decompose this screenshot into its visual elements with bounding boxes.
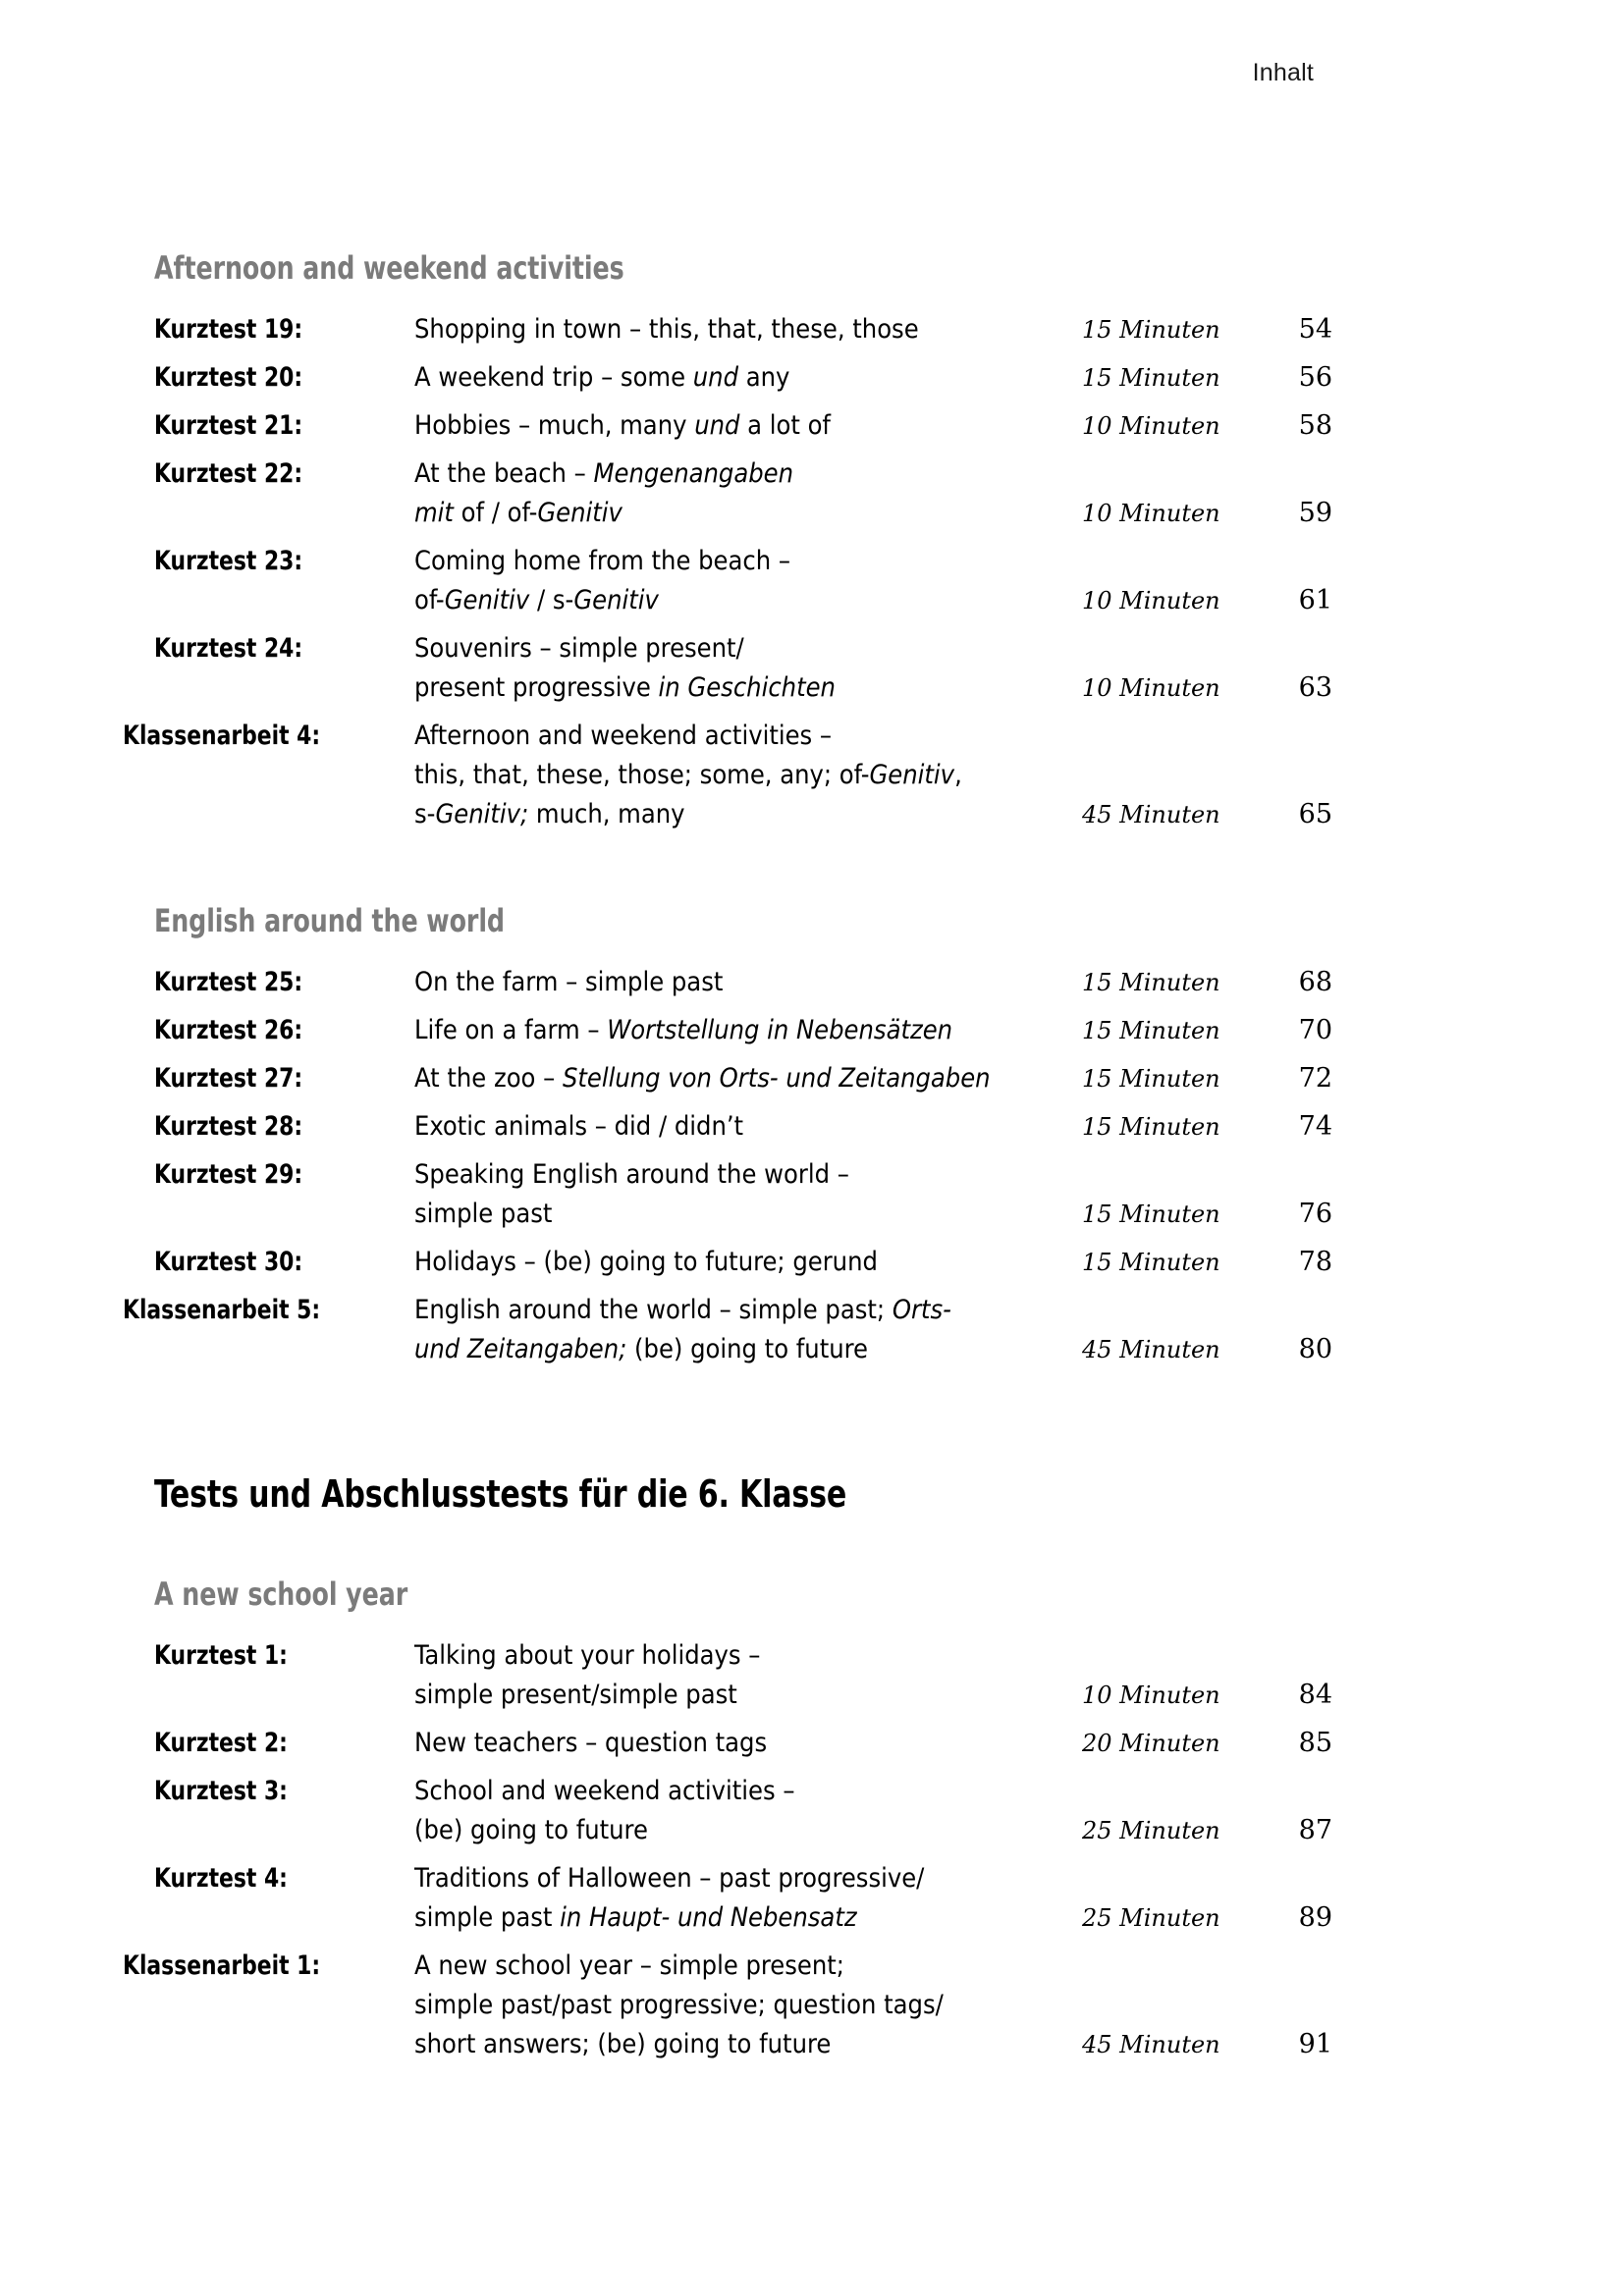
plain-text: A new school year – simple present; xyxy=(414,1950,844,1982)
toc-entry-duration: 15 Minuten xyxy=(1082,1112,1220,1141)
plain-text: much, many xyxy=(528,798,685,829)
toc-entry-description-line xyxy=(414,1947,1072,1986)
toc-entry-duration: 45 Minuten xyxy=(1082,1335,1220,1363)
toc-entry-page-number[interactable]: 84 xyxy=(1298,1680,1332,1711)
toc-entry[interactable] xyxy=(154,1059,1332,1098)
vertical-spacer xyxy=(154,1613,1332,1636)
toc-entry-duration: 15 Minuten xyxy=(1082,1200,1220,1228)
toc-entry-label: Kurztest 19: xyxy=(154,313,303,345)
toc-entry-duration: 45 Minuten xyxy=(1082,2031,1220,2059)
toc-entry-page-number[interactable]: 76 xyxy=(1298,1198,1332,1229)
toc-entry-meta xyxy=(1082,668,1332,708)
toc-entry-description-line xyxy=(414,406,1072,446)
toc-entry[interactable] xyxy=(154,1011,1332,1050)
toc-entry-page-number[interactable]: 72 xyxy=(1298,1062,1332,1094)
plain-text: of- xyxy=(414,584,445,615)
emphasis-text: und xyxy=(692,361,738,393)
toc-entry-description xyxy=(414,1636,1082,1715)
toc-entry-description xyxy=(414,963,1082,1002)
plain-text: , xyxy=(954,759,962,790)
toc-entry-label: Kurztest 26: xyxy=(154,1014,303,1045)
toc-entry[interactable] xyxy=(123,1291,1332,1369)
toc-entry-label: Kurztest 4: xyxy=(154,1863,288,1895)
plain-text: simple present/simple past xyxy=(414,1680,737,1711)
toc-entry[interactable] xyxy=(154,454,1332,533)
toc-entry-description-line xyxy=(414,795,1072,834)
toc-entry-page-number[interactable]: 70 xyxy=(1298,1014,1332,1045)
toc-entry-description xyxy=(414,1107,1082,1147)
toc-entry-duration: 15 Minuten xyxy=(1082,315,1220,344)
toc-entry-page-number[interactable]: 87 xyxy=(1298,1815,1332,1846)
toc-entry-description xyxy=(414,1011,1082,1050)
toc-entry-label: Kurztest 3: xyxy=(154,1776,288,1807)
vertical-spacer xyxy=(154,1516,1332,1576)
toc-entry-description xyxy=(414,1291,1082,1369)
toc-entry-meta xyxy=(1082,2025,1332,2064)
plain-text: this, that, these, those; some, any; of- xyxy=(414,759,870,790)
toc-entry-label: Kurztest 20: xyxy=(154,361,303,393)
plain-text: At the zoo – xyxy=(414,1062,563,1094)
toc-entry[interactable] xyxy=(154,310,1332,349)
toc-entry[interactable] xyxy=(154,629,1332,708)
toc-entry[interactable] xyxy=(154,1772,1332,1850)
vertical-spacer xyxy=(154,834,1332,903)
emphasis-text: und Zeitangaben; xyxy=(414,1333,627,1364)
toc-entry-description xyxy=(414,1243,1082,1282)
toc-entry-label: Kurztest 24: xyxy=(154,632,303,664)
toc-entry-page-number[interactable]: 63 xyxy=(1298,671,1332,703)
toc-entry-label: Kurztest 28: xyxy=(154,1110,303,1142)
toc-entry[interactable] xyxy=(154,963,1332,1002)
toc-entry-duration: 15 Minuten xyxy=(1082,1248,1220,1276)
toc-entry-description-line xyxy=(414,1059,1072,1098)
toc-entry-meta xyxy=(1082,1898,1332,1938)
toc-entry-description-line xyxy=(414,629,1072,668)
running-head: Inhalt xyxy=(1252,59,1314,86)
emphasis-text: und xyxy=(694,409,740,441)
plain-text: Coming home from the beach – xyxy=(414,545,790,576)
toc-entry-page-number[interactable]: 56 xyxy=(1298,361,1332,393)
toc-entry-meta xyxy=(1082,581,1332,620)
toc-entry-description xyxy=(414,310,1082,349)
toc-entry[interactable] xyxy=(154,406,1332,446)
toc-entry-meta xyxy=(1082,1330,1332,1369)
plain-text: School and weekend activities – xyxy=(414,1776,795,1807)
plain-text: Afternoon and weekend activities – xyxy=(414,720,833,751)
toc-entry-description-line xyxy=(414,1195,1072,1234)
toc-entry[interactable] xyxy=(123,717,1332,834)
emphasis-text: Genitiv; xyxy=(435,798,529,829)
toc-entry-page-number[interactable]: 61 xyxy=(1298,584,1332,615)
emphasis-text: in Geschichten xyxy=(658,671,836,703)
toc-entry-page-number[interactable]: 54 xyxy=(1298,313,1332,345)
toc-entry-label: Kurztest 25: xyxy=(154,966,303,997)
toc-entry-description-line xyxy=(414,1636,1072,1676)
toc-entry-page-number[interactable]: 78 xyxy=(1298,1246,1332,1277)
toc-entry-page-number[interactable]: 91 xyxy=(1298,2029,1332,2060)
toc-entry[interactable] xyxy=(154,1107,1332,1147)
toc-entry-duration: 20 Minuten xyxy=(1082,1730,1220,1758)
vertical-spacer xyxy=(154,1369,1332,1473)
toc-entry-label: Klassenarbeit 5: xyxy=(123,1294,321,1325)
vertical-spacer xyxy=(154,287,1332,310)
toc-entry-duration: 10 Minuten xyxy=(1082,499,1220,527)
toc-entry-label: Kurztest 29: xyxy=(154,1158,303,1190)
toc-entry-description xyxy=(414,1947,1082,2064)
plain-text: a lot of xyxy=(739,409,831,441)
toc-entry-meta xyxy=(1082,310,1332,349)
toc-entry-label: Kurztest 30: xyxy=(154,1246,303,1277)
emphasis-text: Wortstellung in Nebensätzen xyxy=(607,1014,953,1045)
toc-entry-description-line xyxy=(414,668,1072,708)
toc-entry-meta xyxy=(1082,1811,1332,1850)
plain-text: Life on a farm – xyxy=(414,1014,608,1045)
toc-entry-page-number[interactable]: 68 xyxy=(1298,966,1332,997)
plain-text: present progressive xyxy=(414,671,659,703)
plain-text: Traditions of Halloween – past progressive/ xyxy=(414,1863,925,1895)
toc-entry-description-line xyxy=(414,1986,1072,2025)
toc-entry-label: Kurztest 21: xyxy=(154,409,303,441)
section-heading: Afternoon and weekend activities xyxy=(154,249,624,287)
toc-entry-description-line xyxy=(414,1724,1072,1763)
toc-entry-description-line xyxy=(414,1011,1072,1050)
toc-entry-description xyxy=(414,629,1082,708)
toc-entry-meta xyxy=(1082,1107,1332,1147)
plain-text: English around the world – simple past; xyxy=(414,1294,893,1325)
plain-text: simple past xyxy=(414,1198,553,1229)
toc-entry-duration: 15 Minuten xyxy=(1082,968,1220,996)
emphasis-text: Mengenangaben xyxy=(593,457,793,489)
plain-text: Hobbies – much, many xyxy=(414,409,695,441)
toc-entry-duration: 10 Minuten xyxy=(1082,586,1220,614)
toc-entry-duration: 15 Minuten xyxy=(1082,1016,1220,1044)
toc-entry-label: Kurztest 2: xyxy=(154,1728,288,1759)
toc-entry-description-line xyxy=(414,1676,1072,1715)
toc-entry-description xyxy=(414,542,1082,620)
plain-text: simple past xyxy=(414,1902,561,1934)
plain-text: Shopping in town – this, that, these, those xyxy=(414,313,919,345)
plain-text: At the beach – xyxy=(414,457,594,489)
toc-entry-meta xyxy=(1082,963,1332,1002)
plain-text: short answers; (be) going to future xyxy=(414,2029,832,2060)
toc-entry-page-number[interactable]: 74 xyxy=(1298,1110,1332,1142)
toc-entry-description xyxy=(414,1859,1082,1938)
toc-entry-page-number[interactable]: 85 xyxy=(1298,1728,1332,1759)
toc-entry-description-line xyxy=(414,1811,1072,1850)
toc-entry-description-line xyxy=(414,1107,1072,1147)
toc-entry-meta xyxy=(1082,1195,1332,1234)
toc-entry-page-number[interactable]: 80 xyxy=(1298,1333,1332,1364)
toc-entry-page-number[interactable]: 65 xyxy=(1298,798,1332,829)
toc-entry-page-number[interactable]: 89 xyxy=(1298,1902,1332,1934)
plain-text: any xyxy=(738,361,790,393)
toc-entry-description-line xyxy=(414,1898,1072,1938)
toc-entry-description-line xyxy=(414,454,1072,494)
toc-entry-duration: 15 Minuten xyxy=(1082,363,1220,392)
toc-entry-description xyxy=(414,358,1082,398)
toc-entry-description-line xyxy=(414,310,1072,349)
toc-entry-description-line xyxy=(414,494,1072,533)
toc-entry-meta xyxy=(1082,1059,1332,1098)
plain-text: Exotic animals – did / didn’t xyxy=(414,1110,744,1142)
emphasis-text: in Haupt- und Nebensatz xyxy=(560,1902,857,1934)
toc-entry-duration: 10 Minuten xyxy=(1082,1682,1220,1710)
toc-entry-duration: 25 Minuten xyxy=(1082,1904,1220,1933)
toc-entry-duration: 10 Minuten xyxy=(1082,673,1220,702)
vertical-spacer xyxy=(154,939,1332,963)
toc-entry-meta xyxy=(1082,1676,1332,1715)
plain-text: On the farm – simple past xyxy=(414,966,724,997)
toc-entry[interactable] xyxy=(123,1947,1332,2064)
emphasis-text: Orts- xyxy=(892,1294,951,1325)
emphasis-text: Genitiv xyxy=(537,497,623,528)
toc-entry-description-line xyxy=(414,756,1072,795)
toc-entry-page-number[interactable]: 58 xyxy=(1298,409,1332,441)
plain-text: / s- xyxy=(529,584,574,615)
plain-text: A weekend trip – some xyxy=(414,361,693,393)
plain-text: Souvenirs – simple present/ xyxy=(414,632,744,664)
plain-text: Speaking English around the world – xyxy=(414,1158,849,1190)
toc-entry-description-line xyxy=(414,2025,1072,2064)
plain-text: New teachers – question tags xyxy=(414,1728,768,1759)
plain-text: (be) going to future xyxy=(626,1333,868,1364)
toc-entry-meta xyxy=(1082,1724,1332,1763)
emphasis-text: Stellung von Orts- und Zeitangaben xyxy=(562,1062,991,1094)
main-heading: Tests und Abschlusstests für die 6. Klasse xyxy=(154,1471,847,1516)
toc-entry-description-line xyxy=(414,717,1072,756)
toc-entry-description-line xyxy=(414,1291,1072,1330)
toc-entry-duration: 25 Minuten xyxy=(1082,1817,1220,1845)
toc-entry[interactable] xyxy=(154,1155,1332,1234)
section-heading: A new school year xyxy=(154,1575,408,1614)
toc-entry[interactable] xyxy=(154,1636,1332,1715)
toc-entry-description-line xyxy=(414,1772,1072,1811)
toc-entry-description xyxy=(414,1155,1082,1234)
toc-entry-meta xyxy=(1082,1011,1332,1050)
toc-entry-duration: 15 Minuten xyxy=(1082,1064,1220,1093)
toc-entry-label: Klassenarbeit 4: xyxy=(123,720,321,751)
toc-entry-description xyxy=(414,454,1082,533)
toc-entry-meta xyxy=(1082,494,1332,533)
emphasis-text: mit xyxy=(414,497,454,528)
emphasis-text: Genitiv xyxy=(444,584,530,615)
plain-text: Talking about your holidays – xyxy=(414,1640,761,1672)
plain-text: (be) going to future xyxy=(414,1815,648,1846)
toc-entry-description xyxy=(414,1059,1082,1098)
toc-entry-meta xyxy=(1082,795,1332,834)
plain-text: of / of- xyxy=(453,497,538,528)
toc-entry-description-line xyxy=(414,542,1072,581)
toc-entry-meta xyxy=(1082,406,1332,446)
toc-entry-label: Kurztest 22: xyxy=(154,457,303,489)
toc-entry-description xyxy=(414,406,1082,446)
plain-text: Holidays – (be) going to future; gerund xyxy=(414,1246,878,1277)
emphasis-text: Genitiv xyxy=(573,584,659,615)
toc-entry[interactable] xyxy=(154,1243,1332,1282)
toc-entry-description-line xyxy=(414,1330,1072,1369)
toc-entry-label: Kurztest 1: xyxy=(154,1640,288,1672)
plain-text: s- xyxy=(414,798,436,829)
toc-entry-description-line xyxy=(414,1155,1072,1195)
toc-entry[interactable] xyxy=(154,1724,1332,1763)
toc-entry[interactable] xyxy=(154,1859,1332,1938)
toc-entry[interactable] xyxy=(154,542,1332,620)
toc-entry-page-number[interactable]: 59 xyxy=(1298,497,1332,528)
toc-entry-label: Kurztest 27: xyxy=(154,1062,303,1094)
toc-entry-description-line xyxy=(414,963,1072,1002)
toc-entry-label: Kurztest 23: xyxy=(154,545,303,576)
toc-entry-description-line xyxy=(414,581,1072,620)
plain-text: simple past/past progressive; question tags/ xyxy=(414,1990,944,2021)
section-heading: English around the world xyxy=(154,901,505,939)
toc-entry-description-line xyxy=(414,358,1072,398)
toc-entry-description xyxy=(414,1772,1082,1850)
table-of-contents xyxy=(123,249,1332,2064)
toc-entry[interactable] xyxy=(154,358,1332,398)
toc-entry-description-line xyxy=(414,1859,1072,1898)
toc-entry-meta xyxy=(1082,358,1332,398)
toc-entry-description-line xyxy=(414,1243,1072,1282)
toc-entry-duration: 10 Minuten xyxy=(1082,411,1220,440)
toc-entry-label: Klassenarbeit 1: xyxy=(123,1950,321,1982)
toc-entry-description xyxy=(414,717,1082,834)
emphasis-text: Genitiv xyxy=(869,759,955,790)
toc-entry-meta xyxy=(1082,1243,1332,1282)
toc-entry-description xyxy=(414,1724,1082,1763)
toc-entry-duration: 45 Minuten xyxy=(1082,800,1220,828)
